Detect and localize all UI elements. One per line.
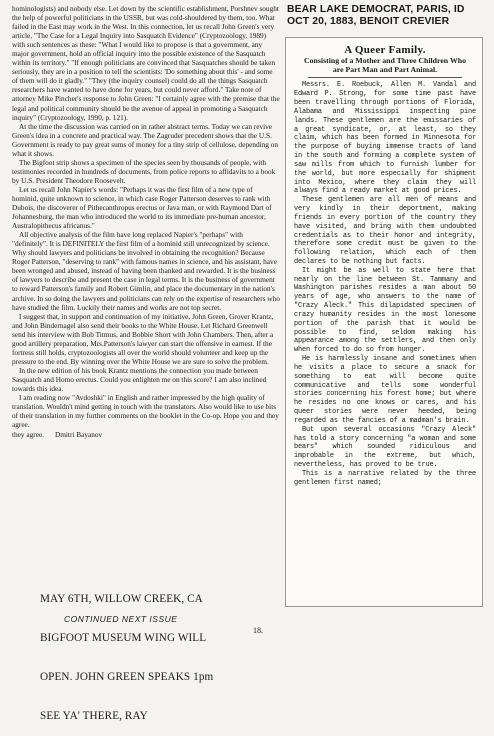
clipping-paragraph: But upon several occasions "Crazy Aleck" has told a story concerning "a woman and some bears" which sounded ridiculous and improbable in the extreme, but which, nevertheless, has proved to be true. — [294, 425, 476, 470]
article-paragraph: All objective analysis of the film have long replaced Napier's "perhaps" with "definitely". It is DEFINITELY the first film of a hominid still unrecognized by science. Why should lawyers and politicians be involved in obtaining the recognition? Because Roger Patterson, "deserving to rank" with famous names in science, and his assistant, have been wronged and abused, instead of having been thanked and rewarded. It is the business of lawyers to describe and present the case in legal terms. It is the business of government to reward Patterson's family and Robert Gimlin, and place the documentary in the nation's archive. In so doing the lawyers and politicians can rely on the expertise of researchers who have studied the film. Luckily their names and works are not top secret. — [12, 230, 280, 312]
article-paragraph: Let us recall John Napier's words: "Perhaps it was the first film of a new type of hominid, quite unknown to science, in which case Roger Patterson deserves to rank with Dubois, the discoverer of Pithecanthropus erectus or Java man, or with Raymond Dart of Johannesburg, the man who introduced the world to its immediate pre-human ancestor, Australopithecus africanus." — [12, 184, 272, 231]
clipping-title: A Queer Family. — [344, 44, 426, 56]
clipping-subtitle: Consisting of a Mother and Three Children Who are Part Man and Part Animal. — [304, 56, 466, 74]
newspaper-clipping — [285, 37, 483, 607]
article-paragraph: The Bigfoot strip shows a specimen of the species seen by thousands of people, with testimonies recorded in hundreds of documents, from police reports to affidavits to a book by U.S. President Theodore Roosevelt. — [12, 157, 276, 185]
event-line: SEE YA' THERE, RAY — [40, 709, 148, 722]
event-line: BIGFOOT MUSEUM WING WILL — [40, 631, 207, 644]
source-header — [281, 4, 487, 28]
article-paragraph: I am reading now "Avdoshki" in English and rather impressed by the high quality of translation. Wouldn't mind getting in touch with the translators. Also would like to use bits of their translation in my further comments on the booklet in the Co-op. Hope you and they agree. — [12, 393, 279, 430]
handwritten-note: CONTINUED NEXT ISSUE — [64, 614, 178, 624]
event-announcement — [40, 567, 270, 736]
divider — [308, 77, 462, 78]
author-signoff: they agree. Dmitri Bayanov — [12, 430, 103, 440]
clipping-paragraph: These gentlemen are all men of means and very kindly in their deportment, making friends in every portion of the country they have visited, and bring with them undoubted credentials as to their honor and integrity, therefore some credit must be given to the following relation, which each of them declares to be nothing but facts. — [294, 196, 476, 266]
newspaper-column — [281, 4, 487, 636]
article-paragraph: hominologists) and nobody else. Let down by the scientific establishment, Porshnev sought the help of powerful politicians in the USSR, but was cold-shouldered by them, too. What failed in the East may work in the West. In this connection, let us recall John Green's very article, "The Case for a Legal Inquiry into Sasquatch Evidence" (Cryptozoology, 1989) with such sentences as these: "What I would like to propose is that a government, any major government, hold an official inquiry into the possible existence of the Sasquatch within its territory." "If enough politicians are convinced that Sasquatches should be taken seriously, they are in a position to tell the scientists: 'Do something about this' - and some of them will do it gladly." "They (the inquiry counsel) could do all the things Sasquatch researchers have wanted to have done for years, but could never afford." Take note of attorney Mike Pincher's response to John Green: "I certainly agree with the premise that the legal and political community should be the avenue of appeal in promoting a Sasquatch inquiry" (Cryptozoology, 1990, p. 121). — [12, 4, 280, 122]
page-number: 18. — [253, 626, 263, 635]
clipping-paragraph: It might be as well to state here that nearly on the line between St. Tammany and Washington parishes resides a man about 50 years of age, who answers to the name of "Crazy Aleck." This dilapidated specimen of crazy humanity resides in the most lonesome portion of the parish that it would be possible to find, seldom making his appearance among the settlers, and then only when forced to do so from hunger. — [294, 266, 476, 355]
clipping-paragraph: He is harmlessly insane and sometimes when he visits a place to secure a snack for something to eat will become quite communicative and tells some wonderful stories concerning his forest home; but where he resides no one knows or cares, and his queer stories were never heeded, being regarded as the fancies of a madman's brain. — [294, 355, 476, 425]
source-line: BEAR LAKE DEMOCRAT, PARIS, ID — [287, 4, 465, 15]
event-line: OPEN. JOHN GREEN SPEAKS 1pm — [40, 670, 214, 683]
clipping-paragraph: This is a narrative related by the three gentlemen first named; — [294, 469, 476, 487]
source-line: OCT 20, 1883, BENOIT CREVIER — [287, 16, 450, 28]
article-paragraph: I suggest that, in support and continuation of my initiative, John Green, Grover Krantz, and John Bindernagel also send their books to the White House. Let Richard Greenwell send his interview with Bob Titmus, and Bobbie Short with John Chambers. Then, after a good artillery preparation, Mrs.Patterson's lawyer can start the offensive in earnest. If the fortress still holds, cryptozoologists all over the world should volunteer and keep up the pressure to the end. By winning over the White House we are sure to solve the problem. — [12, 311, 274, 366]
article-column — [12, 4, 280, 636]
article-paragraph: At the time the discussion was carried on in rather abstract terms. Today we can revive Green's idea in a concrete and practical way. The Zagruder precedent shows that the U.S. Government is ready to pay great sums of money for a tiny strip of cellulose, depending on what it shows. — [12, 121, 279, 158]
event-line: MAY 6TH, WILLOW CREEK, CA — [40, 592, 203, 605]
article-paragraph: In the new edition of his book Krantz mentions the connection you made between Sasquatch and Homo erectus. Could you enlighten me on this score? I am also inclined towards this idea. — [12, 365, 267, 393]
clipping-paragraph: Messrs. E. Roebuck, Allen M. Vandal and Edward P. Strong, for some time past have been travelling through portions of Florida, Alabama and Mississippi inspecting pine lands. These gentlemen are the emissaries of a great syndicate, or, at least, so they claim, which has been formed in Minnesota for the purpose of buying immense tracts of land in the south and forming a complete system of saw mills from which to furnish lumber for the world, but more especially for shipment into Mexico, where they claim they will always find a ready market at good prices. — [294, 81, 476, 196]
